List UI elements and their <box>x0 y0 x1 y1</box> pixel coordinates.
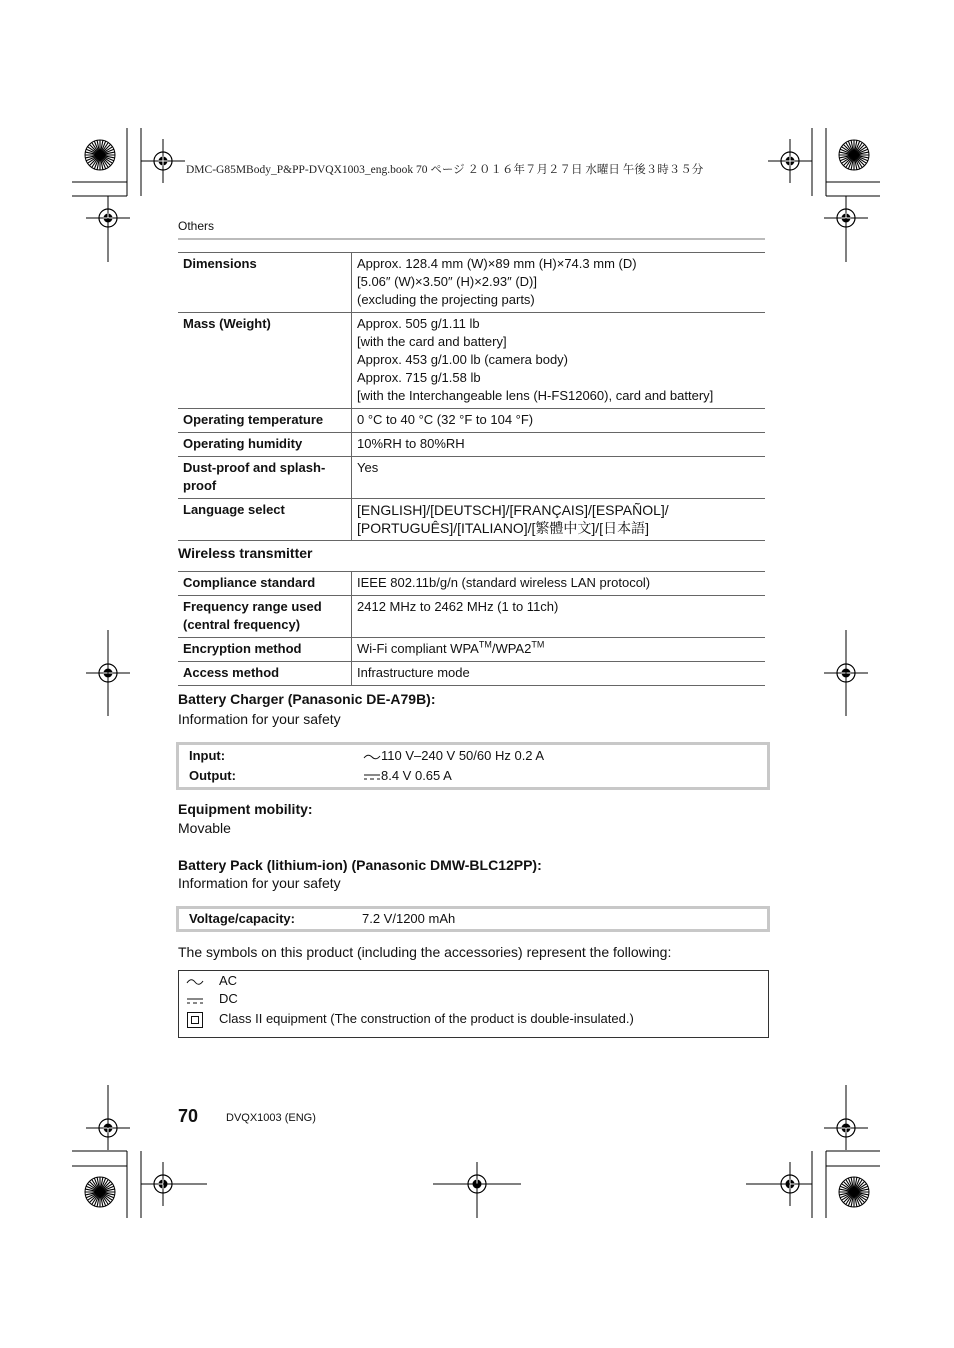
input-row <box>179 746 767 766</box>
spec-line: Approx. 128.4 mm (W)×89 mm (H)×74.3 mm (D) <box>357 256 637 271</box>
symbol-row <box>179 989 768 1008</box>
voltage-label: Voltage/capacity: <box>189 911 295 926</box>
spec-label: Dust-proof and splash-proof <box>178 457 352 499</box>
spec-label: Compliance standard <box>178 572 352 596</box>
charger-rating-box <box>176 742 770 790</box>
spec-label: Dimensions <box>178 253 352 313</box>
dc-icon <box>185 989 205 1008</box>
table-row <box>178 409 765 433</box>
symbol-row <box>179 971 768 990</box>
section-label: Others <box>178 219 215 233</box>
charger-subtext: Information for your safety <box>178 711 341 727</box>
print-header: DMC-G85MBody_P&PP-DVQX1003_eng.book 70 ページ ２０１６年７月２７日 水曜日 午後３時３５分 <box>186 164 704 176</box>
table-row <box>178 313 765 409</box>
spec-line: [with the card and battery] <box>357 334 507 349</box>
voltage-value: 7.2 V/1200 mAh <box>362 911 456 926</box>
spec-line: Approx. 505 g/1.11 lb <box>357 316 480 331</box>
encryption-text: /WPA2 <box>491 641 532 656</box>
spec-table <box>178 252 765 541</box>
symbol-row <box>179 1009 768 1028</box>
table-row <box>178 499 765 541</box>
battery-heading: Battery Pack (lithium-ion) (Panasonic DMW-BLC12PP): <box>178 857 542 873</box>
class-ii-icon <box>185 1009 205 1029</box>
spec-value <box>352 313 766 409</box>
spec-label: Language select <box>178 499 352 541</box>
table-row <box>178 253 765 313</box>
spec-value <box>352 433 766 457</box>
voltage-row <box>179 909 767 929</box>
spec-line: (excluding the projecting parts) <box>357 292 535 307</box>
spec-label: Encryption method <box>178 638 352 662</box>
wireless-heading: Wireless transmitter <box>178 545 313 561</box>
table-row <box>178 662 765 686</box>
mobility-heading: Equipment mobility: <box>178 801 313 817</box>
spec-value <box>352 253 766 313</box>
spec-label: Access method <box>178 662 352 686</box>
charger-heading: Battery Charger (Panasonic DE-A79B): <box>178 691 436 707</box>
output-label: Output: <box>189 768 236 783</box>
spec-value <box>352 638 766 662</box>
doc-code: DVQX1003 (ENG) <box>226 1112 316 1124</box>
ac-icon <box>363 752 381 762</box>
output-row <box>179 766 767 786</box>
spec-label: Operating temperature <box>178 409 352 433</box>
table-row <box>178 638 765 662</box>
table-row <box>178 572 765 596</box>
page-number: 70 <box>178 1106 199 1126</box>
battery-subtext: Information for your safety <box>178 875 341 891</box>
trademark-sup: TM <box>531 639 545 650</box>
symbol-text: DC <box>219 991 238 1006</box>
table-row <box>178 433 765 457</box>
spec-label: Frequency range used (central frequency) <box>178 596 352 638</box>
spec-line: [ENGLISH]/[DEUTSCH]/[FRANÇAIS]/[ESPAÑOL]/ <box>357 502 669 518</box>
spec-value: 2412 MHz to 2462 MHz (1 to 11ch) <box>352 596 766 638</box>
battery-rating-box <box>176 906 770 932</box>
spec-label: Mass (Weight) <box>178 313 352 409</box>
symbol-text: Class II equipment (The construction of the product is double-insulated.) <box>219 1011 634 1026</box>
mobility-value: Movable <box>178 820 231 836</box>
spec-line: Yes <box>357 460 379 475</box>
spec-value <box>352 499 766 541</box>
spec-line: [5.06″ (W)×3.50″ (H)×2.93″ (D)] <box>357 274 537 289</box>
trademark-sup: TM <box>478 639 492 650</box>
spec-line: 10%RH to 80%RH <box>357 436 465 451</box>
spec-line: [PORTUGUÊS]/[ITALIANO]/[繁體中文]/[日本語] <box>357 520 649 536</box>
spec-line: Approx. 715 g/1.58 lb <box>357 370 481 385</box>
spec-value <box>352 409 766 433</box>
spec-value <box>352 457 766 499</box>
table-row <box>178 457 765 499</box>
symbol-text: AC <box>219 973 238 988</box>
spec-value: Infrastructure mode <box>352 662 766 686</box>
input-value: 110 V–240 V 50/60 Hz 0.2 A <box>381 748 545 763</box>
spec-line: 0 °C to 40 °C (32 °F to 104 °F) <box>357 412 534 427</box>
spec-line: Approx. 453 g/1.00 lb (camera body) <box>357 352 569 367</box>
header-rule <box>178 238 765 240</box>
spec-value: IEEE 802.11b/g/n (standard wireless LAN protocol) <box>352 572 766 596</box>
output-value-wrap <box>363 766 452 786</box>
input-label: Input: <box>189 748 226 763</box>
spec-label: Operating humidity <box>178 433 352 457</box>
dc-icon <box>363 772 381 782</box>
ac-icon <box>185 971 205 990</box>
table-row <box>178 596 765 638</box>
symbols-box <box>178 970 769 1038</box>
output-value: 8.4 V 0.65 A <box>381 768 452 783</box>
symbols-intro: The symbols on this product (including the accessories) represent the following: <box>178 944 672 960</box>
input-value-wrap <box>363 746 544 766</box>
spec-line: [with the Interchangeable lens (H-FS12060), card and battery] <box>357 388 714 403</box>
wireless-table <box>178 571 765 686</box>
encryption-text: Wi-Fi compliant WPA <box>357 641 479 656</box>
